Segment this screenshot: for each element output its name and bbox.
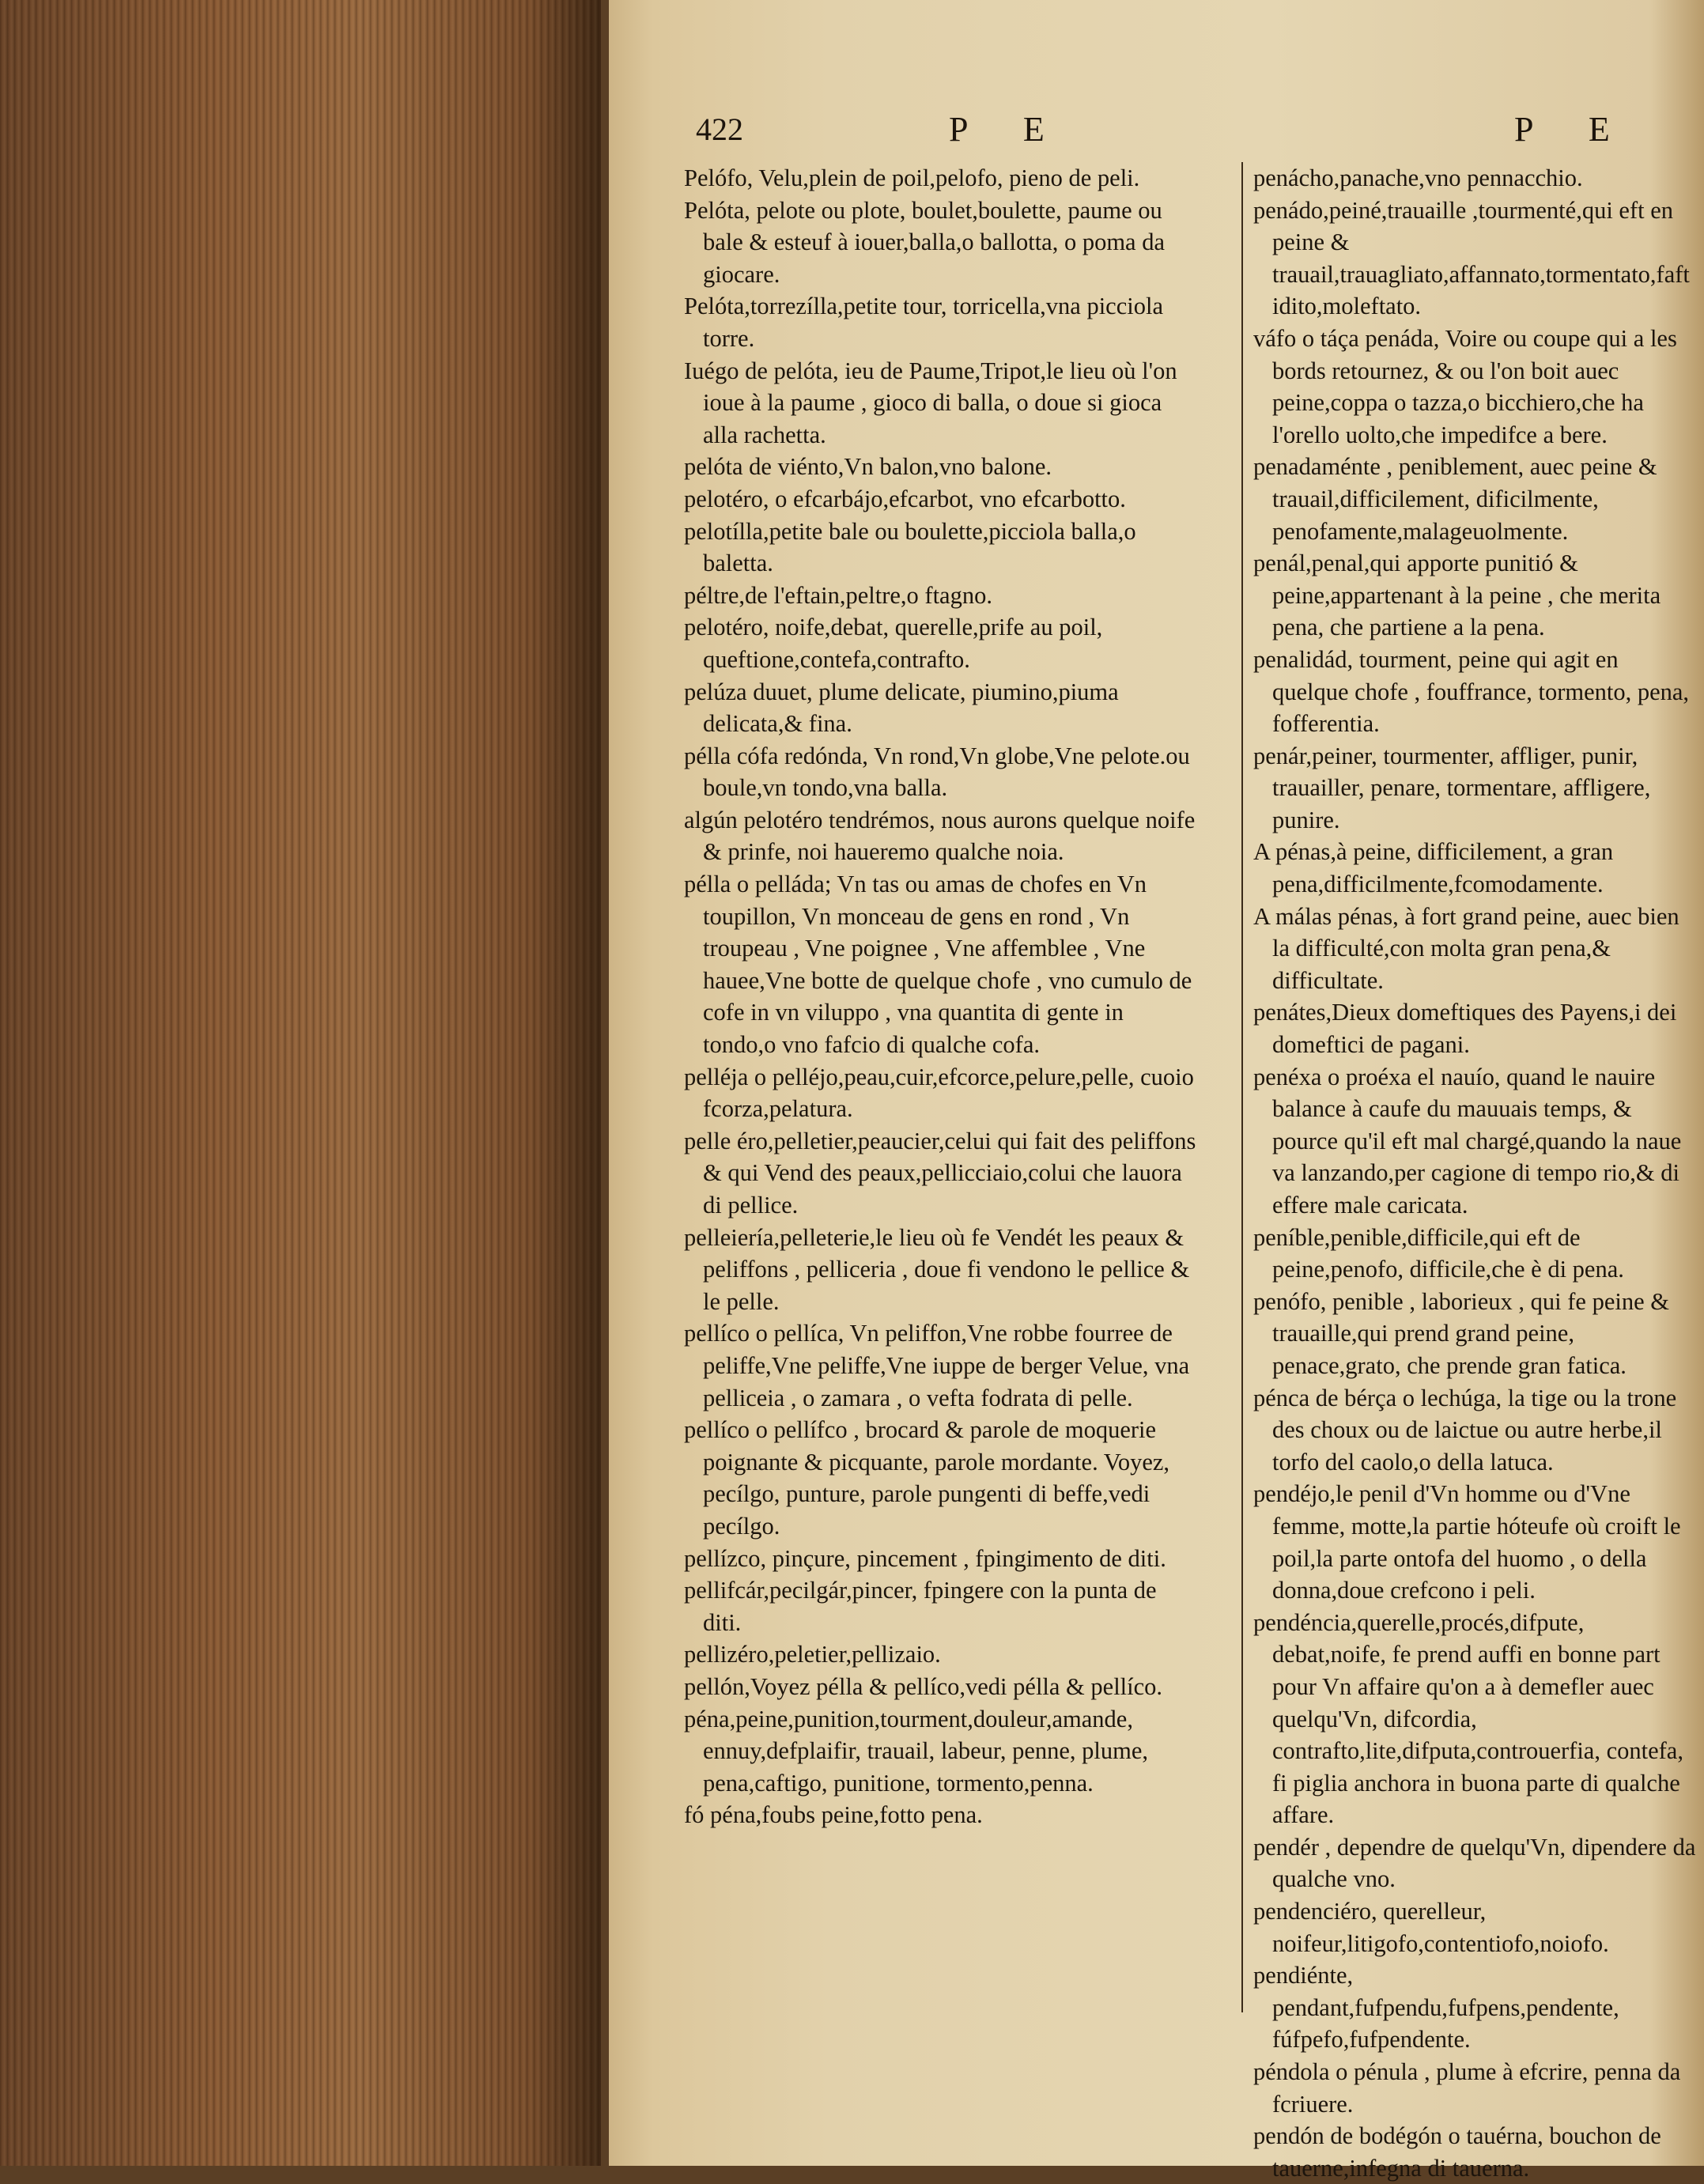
dictionary-entry: pelúza duuet, plume delicate, piumino,piuma delicata,& fina. — [684, 678, 1119, 738]
dictionary-entry: fó péna,foubs peine,fotto pena. — [684, 1801, 983, 1829]
dictionary-entry: pellíco o pellífco , brocard & parole de moquerie poignante & picquante, parole mordante. Voyez, pecílgo, punture, parole pungenti di beffe,vedi pecílgo. — [684, 1416, 1170, 1540]
dictionary-entry: penátes,Dieux domeftiques des Payens,i dei domeftici de pagani. — [1253, 999, 1677, 1059]
right-column — [1253, 162, 1696, 2184]
dictionary-entry: pélla cófa redónda, Vn rond,Vn globe,Vne pelote.ou boule,vn tondo,vna balla. — [684, 742, 1190, 802]
dictionary-entry: penár,peiner, tourmenter, affliger, punir, trauailler, penare, tormentare, affligere, punire. — [1253, 742, 1651, 833]
dictionary-entry: pendér , dependre de quelqu'Vn, dipendere da qualche vno. — [1253, 1833, 1696, 1893]
dictionary-entry: váfo o táça penáda, Voire ou coupe qui a les bords retournez, & ou l'on boit auec peine,coppa o tazza,o bicchiero,che ha l'orello uolto,che impedifce a bere. — [1253, 324, 1677, 448]
dictionary-entry: péna,peine,punition,tourment,douleur,amande, ennuy,defplaifir, trauail, labeur, penne, plume, pena,caftigo, punitione, tormento,penna. — [684, 1705, 1148, 1797]
dictionary-entry: pelléja o pelléjo,peau,cuir,efcorce,pelure,pelle, cuoio fcorza,pelatura. — [684, 1063, 1194, 1123]
dictionary-entry: pendón de bodégón o tauérna, bouchon de tauerne,infegna di tauerna. — [1253, 2122, 1661, 2182]
dictionary-entry: penácho,panache,vno pennacchio. — [1253, 164, 1583, 191]
dictionary-entry: Pelófo, Velu,plein de poil,pelofo, pieno de peli. — [684, 164, 1140, 191]
dictionary-entry: pendiénte, pendant,fufpendu,fufpens,pendente, fúfpefo,fufpendente. — [1253, 1962, 1619, 2054]
dictionary-entry: pelóta de viénto,Vn balon,vno balone. — [684, 453, 1052, 481]
dictionary-entry: pellifcár,pecilgár,pincer, fpingere con la punta de diti. — [684, 1577, 1157, 1636]
dictionary-entry: pelleiería,pelleterie,le lieu où fe Vendét les peaux & peliffons , pelliceria , doue fi vendono le pellice & le pelle. — [684, 1223, 1190, 1315]
page-number: 422 — [696, 111, 743, 147]
book-page — [609, 0, 1704, 2182]
running-header-right: P E — [1514, 110, 1634, 149]
dictionary-entry: penadaménte , peniblement, auec peine & trauail,difficilement, dificilmente, penofamente,malageuolmente. — [1253, 453, 1657, 545]
dictionary-entry: péltre,de l'eftain,peltre,o ftagno. — [684, 581, 992, 609]
dictionary-entry: A pénas,à peine, difficilement, a gran pena,difficilmente,fcomodamente. — [1253, 838, 1614, 898]
dictionary-entry: pelotéro, o efcarbájo,efcarbot, vno efcarbotto. — [684, 485, 1126, 512]
dictionary-entry: penádo,peiné,trauaille ,tourmenté,qui eft en peine & trauail,trauagliato,affannato,tormentato,faftidito,moleftato. — [1253, 196, 1690, 320]
dictionary-entry: pénca de bérça o lechúga, la tige ou la trone des choux ou de laictue ou autre herbe,il torfo del caolo,o della latuca. — [1253, 1384, 1677, 1476]
dictionary-entry: penalidád, tourment, peine qui agit en quelque chofe , fouffrance, tormento, pena, fofferentia. — [1253, 645, 1690, 738]
book-binding-edge — [0, 0, 601, 2166]
dictionary-entry: pendenciéro, querelleur, noifeur,litigofo,contentiofo,noiofo. — [1253, 1898, 1609, 1957]
dictionary-entry: Pelóta, pelote ou plote, boulet,boulette, paume ou bale & esteuf à iouer,balla,o ballotta, o poma da giocare. — [684, 196, 1165, 288]
dictionary-entry: pendéjo,le penil d'Vn homme ou d'Vne femme, motte,la partie hóteufe où croift le poil,la parte ontofa del huomo , o della donna,doue crefcono i peli. — [1253, 1480, 1681, 1604]
dictionary-entry: peníble,penible,difficile,qui eft de peine,penofo, difficile,che è di pena. — [1253, 1223, 1624, 1283]
dictionary-entry: pendéncia,querelle,procés,difpute, debat,noife, fe prend auffi en bonne part pour Vn affaire qu'on a à demefler auec quelqu'Vn, difcordia, contrafto,lite,difputa,controuerfia, contefa, fi piglia anchora in buona parte di qualche affare. — [1253, 1608, 1683, 1829]
dictionary-entry: penál,penal,qui apporte punitió & peine,appartenant à la peine , che merita pena, che partiene a la pena. — [1253, 550, 1661, 641]
dictionary-entry: algún pelotéro tendrémos, nous aurons quelque noife & prinfe, noi haueremo qualche noia. — [684, 806, 1196, 866]
left-column — [684, 162, 1198, 1831]
dictionary-entry: pelotéro, noife,debat, querelle,prife au poil, queftione,contefa,contrafto. — [684, 614, 1103, 673]
dictionary-entry: péndola o pénula , plume à efcrire, penna da fcriuere. — [1253, 2058, 1681, 2118]
dictionary-entry: pellón,Voyez pélla & pellíco,vedi pélla & pellíco. — [684, 1672, 1163, 1700]
dictionary-entry: penófo, penible , laborieux , qui fe peine & trauaille,qui prend grand peine, penace,grato, che prende gran fatica. — [1253, 1287, 1669, 1379]
dictionary-entry: pelle éro,pelletier,peaucier,celui qui fait des peliffons & qui Vend des peaux,pellicciaio,colui che lauora di pellice. — [684, 1127, 1196, 1219]
dictionary-entry: penéxa o proéxa el nauío, quand le nauire balance à caufe du mauuais temps, & pource qu'il eft mal chargé,quando la naue va lanzando,per cagione di tempo rio,& di effere male caricata. — [1253, 1063, 1682, 1219]
dictionary-entry: pellíco o pellíca, Vn peliffon,Vne robbe fourree de peliffe,Vne peliffe,Vne iuppe de berger Velue, vna pelliceia , o zamara , o vefta fodrata di pelle. — [684, 1320, 1190, 1411]
dictionary-entry: pélla o pelláda; Vn tas ou amas de chofes en Vn toupillon, Vn monceau de gens en rond , Vn troupeau , Vne poignee , Vne affemblee , Vne hauee,Vne botte de quelque chofe , vno cumulo de cofe in vn viluppo , vna quantita di gente in tondo,o vno fafcio di qualche cofa. — [684, 871, 1192, 1059]
dictionary-entry: A málas pénas, à fort grand peine, auec bien la difficulté,con molta gran pena,& difficultate. — [1253, 902, 1679, 994]
dictionary-entry: Iuégo de pelóta, ieu de Paume,Tripot,le lieu où l'on ioue à la paume , gioco di balla, o doue si gioca alla rachetta. — [684, 357, 1177, 448]
dictionary-entry: Pelóta,torrezílla,petite tour, torricella,vna picciola torre. — [684, 293, 1163, 352]
running-header-left: P E — [949, 110, 1068, 149]
dictionary-entry: pelotílla,petite bale ou boulette,picciola balla,o baletta. — [684, 517, 1136, 577]
dictionary-entry: pellizéro,peletier,pellizaio. — [684, 1641, 941, 1668]
column-divider — [1241, 162, 1243, 2012]
dictionary-entry: pellízco, pinçure, pincement , fpingimento de diti. — [684, 1544, 1166, 1572]
